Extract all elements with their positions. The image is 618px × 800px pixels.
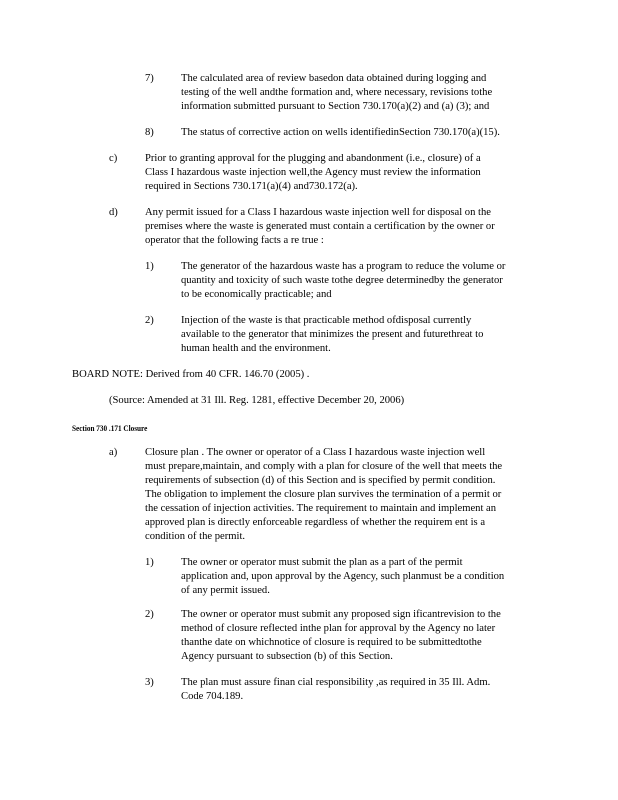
source-note: (Source: Amended at 31 Ill. Reg. 1281, effective December 20, 2006) <box>109 395 405 406</box>
text-line: application and, upon approval by the Agency, such planmust be a condition <box>181 571 505 582</box>
item-8-text <box>181 126 500 140</box>
item-a3-number: 3) <box>145 677 154 688</box>
item-d1-text <box>181 260 505 302</box>
text-line: The plan must assure finan cial responsibility ,as required in 35 Ill. Adm. <box>181 677 491 688</box>
subsection-d-text <box>145 206 495 248</box>
text-line: information submitted pursuant to Section 730.170(a)(2) and (a) (3); and <box>181 101 490 112</box>
board-note: BOARD NOTE: Derived from 40 CFR. 146.70 (2005) . <box>72 369 310 380</box>
text-line: operator that the following facts a re true : <box>145 235 324 246</box>
text-line: Class I hazardous waste injection well,the Agency must review the information <box>145 167 481 178</box>
text-line: human health and the environment. <box>181 343 331 354</box>
text-line: available to the generator that minimizes the present and futurethreat to <box>181 329 484 340</box>
text-line: Any permit issued for a Class I hazardous waste injection well for disposal on the <box>145 207 491 218</box>
text-line: quantity and toxicity of such waste tothe degree determinedby the generator <box>181 275 503 286</box>
item-d2-number: 2) <box>145 315 154 326</box>
text-line: The generator of the hazardous waste has a program to reduce the volume or <box>181 261 506 272</box>
item-a2-number: 2) <box>145 609 154 620</box>
text-line: premises where the waste is generated must contain a certification by the owner or <box>145 221 495 232</box>
item-7-text <box>181 72 492 114</box>
text-line: of any permit issued. <box>181 585 270 596</box>
text-line: the cessation of injection activities. The requirement to maintain and implement an <box>145 503 497 514</box>
text-line: Closure plan . The owner or operator of a Class I hazardous waste injection well <box>145 447 486 458</box>
item-8-number: 8) <box>145 127 154 138</box>
text-line: The owner or operator must submit any proposed sign ificantrevision to the <box>181 609 501 620</box>
text-line: method of closure reflected inthe plan for approval by the Agency no later <box>181 623 496 634</box>
item-7-number: 7) <box>145 73 154 84</box>
text-line: The obligation to implement the closure plan survives the termination of a permit or <box>145 489 502 500</box>
text-line: must prepare,maintain, and comply with a plan for closure of the well that meets the <box>145 461 503 472</box>
text-line: The calculated area of review basedon data obtained during logging and <box>181 73 487 84</box>
item-a3-text <box>181 676 490 704</box>
subsection-c-text <box>145 152 481 194</box>
text-line: requirements of subsection (d) of this Section and is specified by permit condition. <box>145 475 496 486</box>
item-a2-text <box>181 608 501 664</box>
text-line: thanthe date on whichnotice of closure is required to be submittedtothe <box>181 637 482 648</box>
subsection-a-label: a) <box>109 447 118 458</box>
text-line: Injection of the waste is that practicable method ofdisposal currently <box>181 315 472 326</box>
item-a1-number: 1) <box>145 557 154 568</box>
subsection-a-text <box>145 446 502 544</box>
section-heading: Section 730 .171 Closure <box>72 423 148 433</box>
text-line: required in Sections 730.171(a)(4) and730.172(a). <box>145 181 358 192</box>
text-line: The status of corrective action on wells identifiedinSection 730.170(a)(15). <box>181 127 500 138</box>
subsection-d-label: d) <box>109 207 118 218</box>
text-line: condition of the permit. <box>145 531 246 542</box>
text-line: testing of the well andthe formation and, where necessary, revisions tothe <box>181 87 493 98</box>
item-d1-number: 1) <box>145 261 154 272</box>
item-a1-text <box>181 556 504 598</box>
text-line: Code 704.189. <box>181 691 244 702</box>
item-d2-text <box>181 314 483 356</box>
text-line: Prior to granting approval for the plugging and abandonment (i.e., closure) of a <box>145 153 481 164</box>
subsection-c-label: c) <box>109 153 118 164</box>
text-line: approved plan is directly enforceable regardless of whether the requirem ent is a <box>145 517 486 528</box>
text-line: to be economically practicable; and <box>181 289 332 300</box>
text-line: The owner or operator must submit the plan as a part of the permit <box>181 557 463 568</box>
text-line: Agency pursuant to subsection (b) of this Section. <box>181 651 393 662</box>
